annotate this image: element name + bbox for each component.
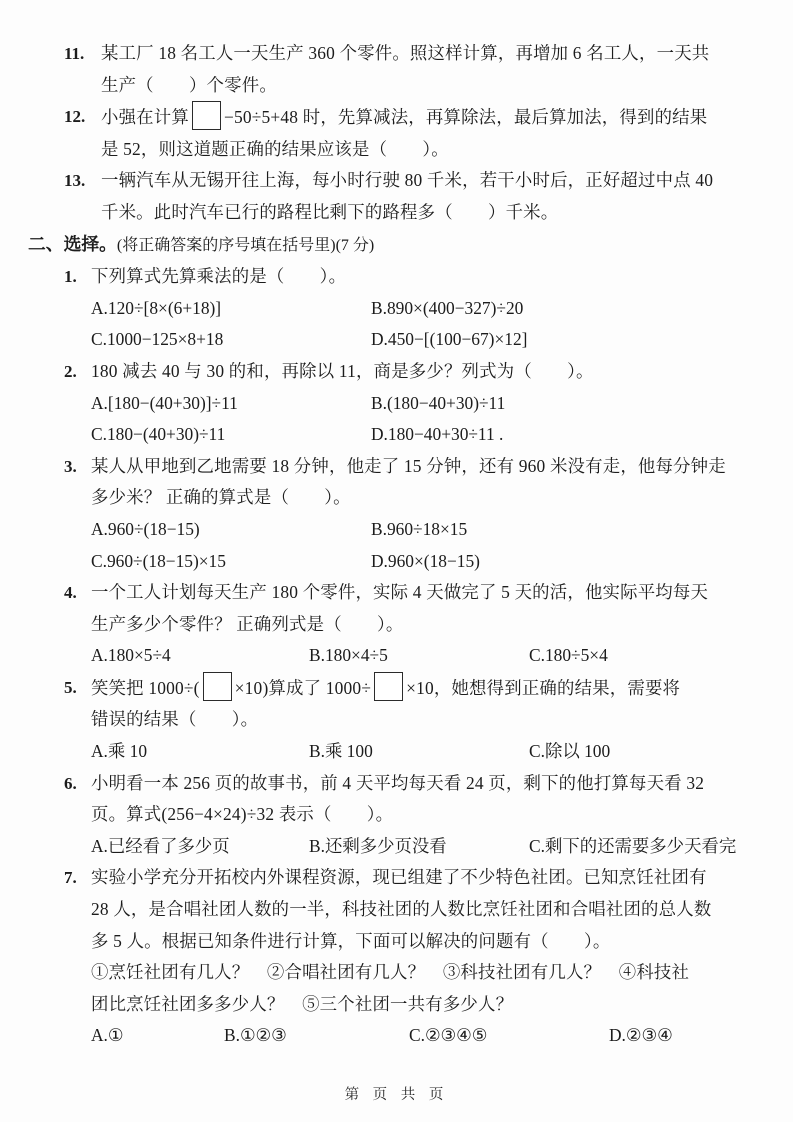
- question-number: 1.: [64, 267, 77, 287]
- option: D.450−[(100−67)×12]: [371, 329, 528, 350]
- question-body: [91, 261, 765, 356]
- options-row: [91, 736, 765, 768]
- options-row: [91, 514, 765, 577]
- worksheet-content: [28, 38, 765, 1052]
- option: A.乘 10: [91, 741, 148, 762]
- option: A.120÷[8×(6+18)]: [91, 297, 222, 318]
- fill-in-section: [64, 38, 765, 229]
- section-header: [28, 229, 765, 262]
- question-number: 5.: [64, 677, 77, 697]
- option: B.①②③: [224, 1025, 287, 1046]
- question-line: 28 人，是合唱社团人数的一半，科技社团的人数比烹饪社团和合唱社团的总人数: [91, 899, 712, 920]
- question-body: [91, 577, 765, 672]
- options-row: [91, 1020, 765, 1052]
- option: A.①: [91, 1025, 124, 1046]
- question-line: 一个工人计划每天生产 180 个零件，实际 4 天做完了 5 天的活，他实际平均每天: [91, 582, 709, 603]
- question-body: [101, 101, 765, 165]
- question-line: 某人从甲地到乙地需要 18 分钟，他走了 15 分钟，还有 960 米没有走，他每分钟走: [91, 455, 726, 476]
- question-line: 笑笑把 1000÷( ×10)算成了 1000÷ ×10，她想得到正确的结果，需要将: [91, 672, 765, 705]
- options-row: [91, 831, 765, 863]
- option: D.960×(18−15): [371, 550, 480, 571]
- question-body: [91, 768, 765, 863]
- question-number: 7.: [64, 868, 77, 888]
- options-row: [91, 293, 765, 356]
- option: D.180−40+30÷11 .: [371, 424, 504, 445]
- question-body: [101, 38, 765, 101]
- question-item: [64, 261, 765, 356]
- question-item: [64, 101, 765, 165]
- section-subtitle: (将正确答案的序号填在括号里)(7 分): [116, 236, 375, 254]
- options-row: [91, 388, 765, 451]
- question-body: [101, 165, 765, 228]
- question-line: 页。算式(256−4×24)÷32 表示（ ）。: [91, 804, 394, 825]
- answer-blank-box: [192, 101, 221, 130]
- question-item: [64, 672, 765, 768]
- option: C.180÷5×4: [529, 645, 608, 666]
- option: C.剩下的还需要多少天看完: [529, 835, 737, 856]
- question-line: 一辆汽车从无锡开往上海，每小时行驶 80 千米，若干小时后，正好超过中点 40: [101, 170, 714, 191]
- option: C.除以 100: [529, 741, 611, 762]
- question-item: [64, 451, 765, 577]
- option: B.乘 100: [309, 741, 373, 762]
- option: C.180−(40+30)÷11: [91, 424, 226, 445]
- option: B.180×4÷5: [309, 645, 388, 666]
- answer-blank-box: [203, 672, 232, 701]
- question-number: 6.: [64, 773, 77, 793]
- question-item: [64, 38, 765, 101]
- question-line: 多少米？ 正确的算式是（ ）。: [91, 487, 351, 508]
- question-number: 3.: [64, 456, 77, 476]
- question-number: 12.: [64, 107, 86, 127]
- options-row: [91, 640, 765, 672]
- question-body: [91, 356, 765, 451]
- answer-blank-box: [374, 672, 403, 701]
- question-item: [64, 165, 765, 228]
- question-number: 13.: [64, 171, 86, 191]
- question-line: 小强在计算 −50÷5+48 时，先算减法，再算除法，最后算加法，得到的结果: [101, 101, 765, 134]
- question-line: 生产（ ）个零件。: [101, 74, 277, 95]
- question-body: [91, 451, 765, 577]
- question-body: [91, 672, 765, 768]
- question-line: 某工厂 18 名工人一天生产 360 个零件。照这样计算，再增加 6 名工人，一天共: [101, 43, 710, 63]
- option: A.180×5÷4: [91, 645, 171, 666]
- option: B.还剩多少页没看: [309, 835, 447, 856]
- question-item: [64, 356, 765, 451]
- question-line: ①烹饪社团有几人？ ②合唱社团有几人？ ③科技社团有几人？ ④科技社: [91, 962, 690, 983]
- option: A.[180−(40+30)]÷11: [91, 392, 238, 413]
- question-line: 180 减去 40 与 30 的和，再除以 11，商是多少？列式为（ ）。: [91, 360, 594, 381]
- question-line: 下列算式先算乘法的是（ ）。: [91, 266, 347, 287]
- question-line: 实验小学充分开拓校内外课程资源，现已组建了不少特色社团。已知烹饪社团有: [91, 867, 707, 888]
- option: B.890×(400−327)÷20: [371, 297, 524, 318]
- option: B.(180−40+30)÷11: [371, 392, 506, 413]
- page-footer: 第 页 共 页: [344, 1087, 449, 1103]
- option: D.②③④: [609, 1025, 673, 1046]
- option: C.1000−125×8+18: [91, 329, 224, 350]
- question-item: [64, 862, 765, 1052]
- question-line: 多 5 人。根据已知条件进行计算，下面可以解决的问题有（ ）。: [91, 930, 611, 951]
- question-line: 生产多少个零件？ 正确列式是（ ）。: [91, 613, 404, 634]
- question-line: 是 52，则这道题正确的结果应该是（ ）。: [101, 138, 449, 159]
- question-line: 千米。此时汽车已行的路程比剩下的路程多（ ）千米。: [101, 201, 559, 222]
- question-line: 错误的结果（ ）。: [91, 709, 259, 730]
- question-body: [91, 862, 765, 1052]
- option: B.960÷18×15: [371, 518, 468, 539]
- question-number: 4.: [64, 583, 77, 603]
- choice-section: [64, 261, 765, 1052]
- option: A.960÷(18−15): [91, 518, 200, 539]
- question-item: [64, 768, 765, 863]
- question-number: 11.: [64, 44, 85, 63]
- question-line: 小明看一本 256 页的故事书，前 4 天平均每天看 24 页，剩下的他打算每天看 32: [91, 772, 705, 793]
- option: C.960÷(18−15)×15: [91, 550, 226, 571]
- section-title: 二、选择。: [28, 233, 117, 254]
- question-line: 团比烹饪社团多多少人？ ⑤三个社团一共有多少人？: [91, 993, 514, 1014]
- option: C.②③④⑤: [409, 1025, 488, 1046]
- question-item: [64, 577, 765, 672]
- option: A.已经看了多少页: [91, 835, 230, 856]
- question-number: 2.: [64, 361, 77, 381]
